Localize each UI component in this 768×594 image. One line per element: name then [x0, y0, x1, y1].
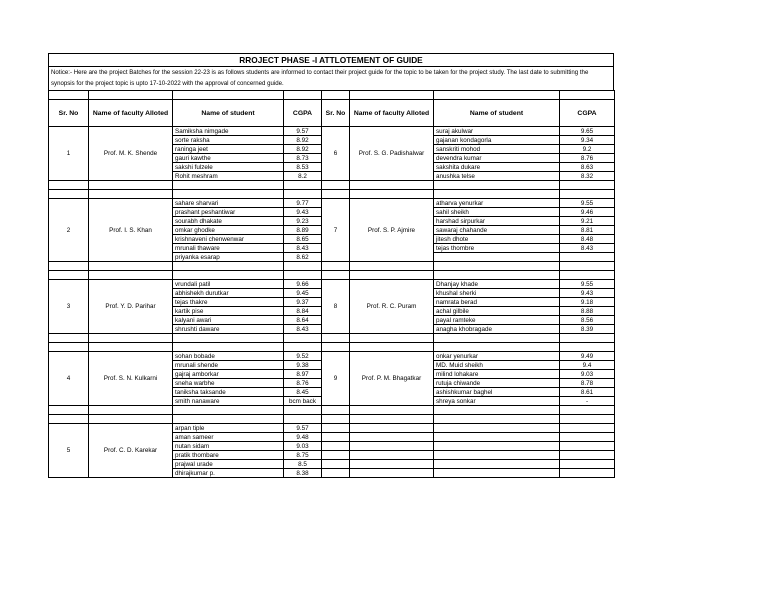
- student-name: abhishekh durutkar: [173, 289, 284, 298]
- empty-cell: [434, 451, 560, 460]
- student-cgpa: 8.76: [560, 154, 615, 163]
- group-faculty: Prof. S. N. Kulkarni: [89, 352, 173, 406]
- student-cgpa: 8.43: [560, 244, 615, 253]
- empty-cell: [89, 334, 173, 343]
- student-name: raninga jeet: [173, 145, 284, 154]
- empty-cell: [350, 424, 434, 433]
- student-name: sahil sheikh: [434, 208, 560, 217]
- student-name: prashant peshantiwar: [173, 208, 284, 217]
- empty-cell: [322, 469, 350, 478]
- empty-cell: [49, 415, 89, 424]
- student-cgpa: 9.43: [560, 289, 615, 298]
- empty-cell: [49, 190, 89, 199]
- group-faculty: Prof. C. D. Karekar: [89, 424, 173, 478]
- student-cgpa: 9.4: [560, 361, 615, 370]
- empty-cell: [434, 253, 560, 262]
- student-cgpa: 8.92: [284, 145, 322, 154]
- empty-cell: [350, 433, 434, 442]
- allotment-sheet: [48, 53, 614, 478]
- empty-cell: [434, 190, 560, 199]
- empty-cell: [350, 271, 434, 280]
- empty-cell: [434, 460, 560, 469]
- empty-cell: [49, 271, 89, 280]
- student-name: Samiksha nimgade: [173, 127, 284, 136]
- student-cgpa: -: [560, 397, 615, 406]
- student-cgpa: 9.03: [284, 442, 322, 451]
- student-cgpa: 8.32: [560, 172, 615, 181]
- empty-cell: [560, 451, 615, 460]
- student-name: achal gilbile: [434, 307, 560, 316]
- student-cgpa: 8.81: [560, 226, 615, 235]
- student-name: anagha khobragade: [434, 325, 560, 334]
- blank-row: [49, 343, 615, 352]
- student-cgpa: 9.23: [284, 217, 322, 226]
- empty-cell: [350, 181, 434, 190]
- empty-cell: [284, 406, 322, 415]
- empty-cell: [434, 343, 560, 352]
- group-sr-no: 8: [322, 280, 350, 334]
- empty-cell: [560, 334, 615, 343]
- allotment-table: [48, 90, 615, 478]
- empty-cell: [322, 334, 350, 343]
- student-name: MD. Muid sheikh: [434, 361, 560, 370]
- empty-cell: [49, 181, 89, 190]
- student-name: dhirajkumar p.: [173, 469, 284, 478]
- blank-row: [49, 181, 615, 190]
- table-row: [49, 280, 615, 289]
- empty-cell: [284, 334, 322, 343]
- empty-cell: [284, 343, 322, 352]
- student-name: milind lohakare: [434, 370, 560, 379]
- blank-row: [49, 271, 615, 280]
- student-name: prajwal urade: [173, 460, 284, 469]
- header-student-right: Name of student: [434, 100, 560, 127]
- allotment-table-body: [49, 91, 615, 478]
- empty-cell: [89, 271, 173, 280]
- empty-cell: [89, 343, 173, 352]
- table-row: [49, 424, 615, 433]
- empty-cell: [322, 343, 350, 352]
- student-name: gajanan kondagorla: [434, 136, 560, 145]
- group-faculty: Prof. S. G. Padishalwar: [350, 127, 434, 181]
- student-cgpa: 8.62: [284, 253, 322, 262]
- empty-cell: [350, 442, 434, 451]
- student-name: kartik pise: [173, 307, 284, 316]
- empty-cell: [173, 262, 284, 271]
- student-cgpa: 8.43: [284, 325, 322, 334]
- student-name: vrundali patil: [173, 280, 284, 289]
- student-name: anushka telse: [434, 172, 560, 181]
- student-cgpa: 8.43: [284, 244, 322, 253]
- blank-row: [49, 406, 615, 415]
- empty-cell: [350, 262, 434, 271]
- empty-cell: [173, 343, 284, 352]
- student-cgpa: 9.57: [284, 424, 322, 433]
- empty-cell: [560, 415, 615, 424]
- empty-cell: [322, 271, 350, 280]
- student-cgpa: 9.21: [560, 217, 615, 226]
- empty-cell: [49, 262, 89, 271]
- student-name: namrata berad: [434, 298, 560, 307]
- table-row: [49, 352, 615, 361]
- student-name: mrunali shende: [173, 361, 284, 370]
- empty-cell: [434, 271, 560, 280]
- student-name: ashishkumar baghel: [434, 388, 560, 397]
- student-cgpa: bcm back: [284, 397, 322, 406]
- student-cgpa: 9.57: [284, 127, 322, 136]
- student-name: priyanka esarap: [173, 253, 284, 262]
- blank-row: [49, 91, 615, 100]
- student-name: arpan tiple: [173, 424, 284, 433]
- student-name: sourabh dhakate: [173, 217, 284, 226]
- group-sr-no: 9: [322, 352, 350, 406]
- student-cgpa: 8.84: [284, 307, 322, 316]
- empty-cell: [284, 190, 322, 199]
- empty-cell: [434, 433, 560, 442]
- student-cgpa: 8.76: [284, 379, 322, 388]
- group-sr-no: 4: [49, 352, 89, 406]
- blank-row: [49, 190, 615, 199]
- empty-cell: [284, 271, 322, 280]
- student-name: kalyani awari: [173, 316, 284, 325]
- empty-cell: [284, 415, 322, 424]
- empty-cell: [322, 406, 350, 415]
- empty-cell: [322, 190, 350, 199]
- blank-row: [49, 262, 615, 271]
- student-cgpa: 8.45: [284, 388, 322, 397]
- empty-cell: [89, 181, 173, 190]
- group-sr-no: 6: [322, 127, 350, 181]
- student-cgpa: 9.38: [284, 361, 322, 370]
- student-cgpa: 8.63: [560, 163, 615, 172]
- empty-cell: [560, 343, 615, 352]
- group-faculty: Prof. I. S. Khan: [89, 199, 173, 262]
- student-name: taniksha taksande: [173, 388, 284, 397]
- blank-row: [49, 415, 615, 424]
- empty-cell: [49, 406, 89, 415]
- student-name: sorte raksha: [173, 136, 284, 145]
- student-cgpa: 9.55: [560, 280, 615, 289]
- student-name: shreya sonkar: [434, 397, 560, 406]
- empty-cell: [560, 469, 615, 478]
- empty-cell: [350, 343, 434, 352]
- empty-cell: [350, 469, 434, 478]
- student-name: aman sameer: [173, 433, 284, 442]
- header-sr-no-right: Sr. No: [322, 100, 350, 127]
- student-cgpa: 8.5: [284, 460, 322, 469]
- student-name: sakshi fulzele: [173, 163, 284, 172]
- student-cgpa: 8.75: [284, 451, 322, 460]
- empty-cell: [560, 271, 615, 280]
- student-name: shrushti daware: [173, 325, 284, 334]
- empty-cell: [49, 343, 89, 352]
- empty-cell: [434, 469, 560, 478]
- table-row: [49, 199, 615, 208]
- student-cgpa: 8.92: [284, 136, 322, 145]
- student-cgpa: 8.48: [560, 235, 615, 244]
- empty-cell: [434, 262, 560, 271]
- student-cgpa: 8.64: [284, 316, 322, 325]
- student-name: sakshita dukare: [434, 163, 560, 172]
- student-name: smith nanaware: [173, 397, 284, 406]
- header-faculty: Name of faculty Alloted: [89, 100, 173, 127]
- student-name: rutuja chiwande: [434, 379, 560, 388]
- student-cgpa: 9.65: [560, 127, 615, 136]
- student-cgpa: 8.56: [560, 316, 615, 325]
- group-faculty: Prof. P. M. Bhagatkar: [350, 352, 434, 406]
- student-name: devendra kumar: [434, 154, 560, 163]
- empty-cell: [173, 181, 284, 190]
- student-name: jitesh dhote: [434, 235, 560, 244]
- empty-cell: [560, 262, 615, 271]
- student-cgpa: 8.65: [284, 235, 322, 244]
- empty-cell: [560, 442, 615, 451]
- student-name: sanskriti mohod: [434, 145, 560, 154]
- student-name: mrunali thaware: [173, 244, 284, 253]
- empty-cell: [89, 415, 173, 424]
- student-cgpa: 8.89: [284, 226, 322, 235]
- student-cgpa: 9.2: [560, 145, 615, 154]
- group-faculty: Prof. M. K. Shende: [89, 127, 173, 181]
- empty-cell: [322, 460, 350, 469]
- empty-cell: [284, 262, 322, 271]
- empty-cell: [350, 190, 434, 199]
- student-cgpa: 9.48: [284, 433, 322, 442]
- student-name: payal ramteke: [434, 316, 560, 325]
- empty-cell: [560, 460, 615, 469]
- empty-cell: [173, 271, 284, 280]
- student-cgpa: 8.88: [560, 307, 615, 316]
- header-faculty-right: Name of faculty Alloted: [350, 100, 434, 127]
- student-cgpa: 9.55: [560, 199, 615, 208]
- student-name: sawaraj chahande: [434, 226, 560, 235]
- empty-cell: [173, 190, 284, 199]
- empty-cell: [89, 262, 173, 271]
- empty-cell: [173, 334, 284, 343]
- student-cgpa: 8.2: [284, 172, 322, 181]
- student-cgpa: 9.37: [284, 298, 322, 307]
- student-name: krishnaveni chenwenwar: [173, 235, 284, 244]
- empty-cell: [350, 334, 434, 343]
- student-cgpa: 8.97: [284, 370, 322, 379]
- empty-cell: [350, 460, 434, 469]
- group-sr-no: 5: [49, 424, 89, 478]
- student-name: harshad sirpurkar: [434, 217, 560, 226]
- student-name: atharva yenurkar: [434, 199, 560, 208]
- empty-cell: [173, 415, 284, 424]
- empty-cell: [434, 415, 560, 424]
- student-name: tejas thakre: [173, 298, 284, 307]
- header-student: Name of student: [173, 100, 284, 127]
- student-name: Dhanjay khade: [434, 280, 560, 289]
- student-name: nutan sidam: [173, 442, 284, 451]
- student-cgpa: 9.45: [284, 289, 322, 298]
- header-cgpa-right: CGPA: [560, 100, 615, 127]
- student-name: suraj akulwar: [434, 127, 560, 136]
- student-name: onkar yenurkar: [434, 352, 560, 361]
- empty-cell: [322, 424, 350, 433]
- empty-cell: [49, 334, 89, 343]
- student-cgpa: 9.49: [560, 352, 615, 361]
- student-name: khushal sherki: [434, 289, 560, 298]
- student-cgpa: 9.66: [284, 280, 322, 289]
- empty-cell: [284, 181, 322, 190]
- empty-cell: [560, 181, 615, 190]
- empty-cell: [322, 433, 350, 442]
- student-cgpa: 8.38: [284, 469, 322, 478]
- empty-cell: [89, 190, 173, 199]
- group-sr-no: 2: [49, 199, 89, 262]
- student-name: pratik thombare: [173, 451, 284, 460]
- empty-cell: [350, 406, 434, 415]
- student-cgpa: 8.78: [560, 379, 615, 388]
- group-sr-no: 1: [49, 127, 89, 181]
- empty-cell: [560, 253, 615, 262]
- empty-cell: [434, 334, 560, 343]
- student-cgpa: 9.43: [284, 208, 322, 217]
- student-cgpa: 9.52: [284, 352, 322, 361]
- empty-cell: [322, 415, 350, 424]
- empty-cell: [322, 451, 350, 460]
- student-name: tejas thombre: [434, 244, 560, 253]
- empty-cell: [350, 451, 434, 460]
- sheet-title: RROJECT PHASE -I ATTLOTEMENT OF GUIDE: [48, 53, 614, 66]
- empty-cell: [560, 424, 615, 433]
- empty-cell: [434, 424, 560, 433]
- empty-cell: [434, 442, 560, 451]
- student-cgpa: 9.34: [560, 136, 615, 145]
- student-cgpa: 9.46: [560, 208, 615, 217]
- empty-cell: [560, 406, 615, 415]
- header-row: [49, 100, 615, 127]
- student-name: gauri kawthe: [173, 154, 284, 163]
- group-faculty: Prof. S. P. Ajmire: [350, 199, 434, 262]
- group-faculty: Prof. Y. D. Parihar: [89, 280, 173, 334]
- header-cgpa: CGPA: [284, 100, 322, 127]
- empty-cell: [322, 181, 350, 190]
- empty-cell: [434, 406, 560, 415]
- empty-cell: [322, 442, 350, 451]
- student-cgpa: 8.73: [284, 154, 322, 163]
- empty-cell: [560, 190, 615, 199]
- empty-cell: [322, 262, 350, 271]
- student-cgpa: 9.77: [284, 199, 322, 208]
- empty-cell: [560, 433, 615, 442]
- student-name: sohan bobade: [173, 352, 284, 361]
- empty-cell: [434, 181, 560, 190]
- student-name: sahare sharvari: [173, 199, 284, 208]
- empty-cell: [350, 415, 434, 424]
- group-sr-no: 7: [322, 199, 350, 262]
- student-name: sneha warbhe: [173, 379, 284, 388]
- student-cgpa: 8.39: [560, 325, 615, 334]
- student-cgpa: 8.53: [284, 163, 322, 172]
- student-name: omkar ghodke: [173, 226, 284, 235]
- header-sr-no: Sr. No: [49, 100, 89, 127]
- student-cgpa: 9.03: [560, 370, 615, 379]
- blank-row: [49, 334, 615, 343]
- student-cgpa: 8.61: [560, 388, 615, 397]
- table-row: [49, 127, 615, 136]
- group-faculty: Prof. R. C. Puram: [350, 280, 434, 334]
- notice-text: Notice:- Here are the project Batches for the session 22-23 is as follows students are informed to contact their project guide for the topic to be taken for the project study. The last date to submitting the synopsis for the project topic is upto 17-10-2022 with the approval of concerned guide.: [48, 66, 614, 90]
- empty-cell: [89, 406, 173, 415]
- student-name: gajraj amborkar: [173, 370, 284, 379]
- student-name: Rohit meshram: [173, 172, 284, 181]
- empty-cell: [173, 406, 284, 415]
- student-cgpa: 9.18: [560, 298, 615, 307]
- group-sr-no: 3: [49, 280, 89, 334]
